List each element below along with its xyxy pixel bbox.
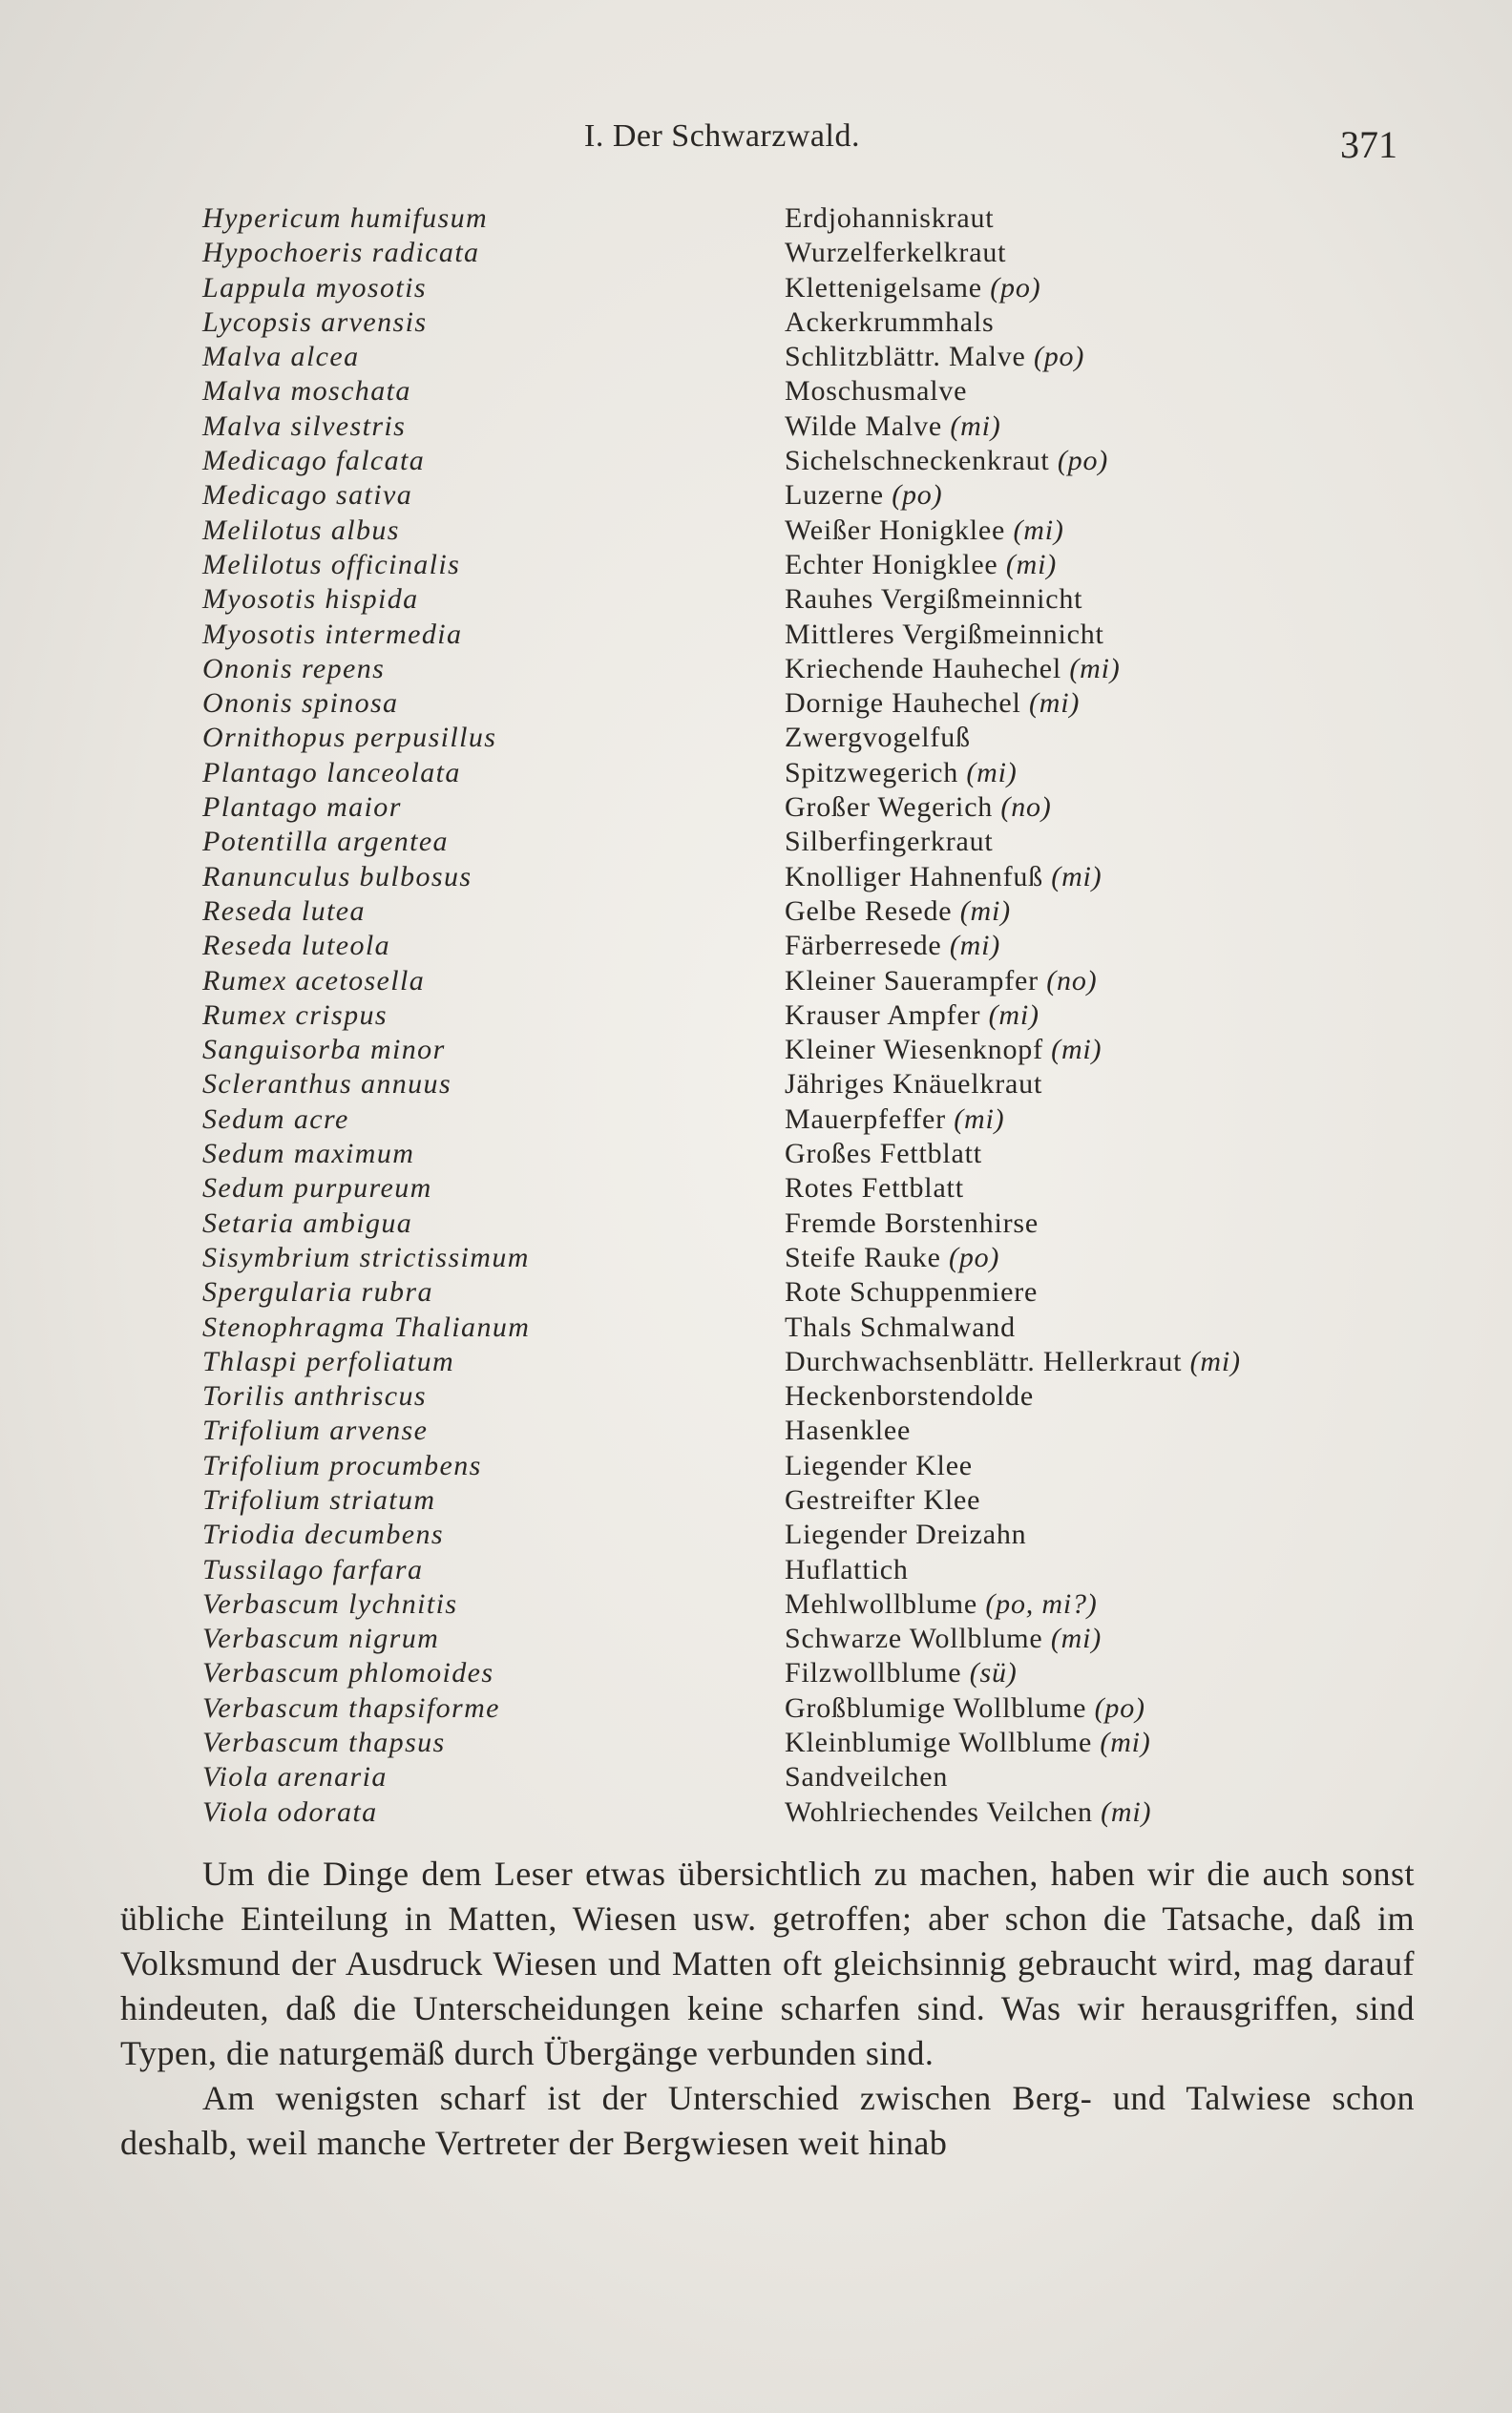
latin-name: Ornithopus perpusillus: [202, 722, 497, 754]
species-list: [202, 202, 1443, 1831]
common-name-cell: [785, 1415, 911, 1447]
latin-name: Ranunculus bulbosus: [202, 860, 472, 892]
species-row: [202, 619, 1443, 653]
common-name-cell: [785, 757, 1018, 789]
latin-name: Medicago sativa: [202, 479, 413, 512]
latin-name: Malva moschata: [202, 375, 411, 408]
page-number: 371: [1340, 123, 1397, 166]
common-name-cell: [785, 1692, 1145, 1725]
species-row: [202, 1068, 1443, 1102]
latin-name: Ononis repens: [202, 652, 386, 684]
species-row: [202, 1346, 1443, 1380]
body-text: [120, 1852, 1415, 2166]
paragraph: Am wenigsten scharf ist der Unterschied zwischen Berg- und Talwiese schon deshalb, weil manche Vertreter der Bergwiesen weit hinab: [120, 2079, 1415, 2162]
species-row: [202, 930, 1443, 964]
species-row: [202, 1311, 1443, 1346]
common-name: Dornige Hauhechel: [785, 687, 1021, 720]
latin-name: Verbascum phlomoides: [202, 1657, 494, 1689]
species-row: [202, 583, 1443, 618]
latin-name: Stenophragma Thalianum: [202, 1311, 531, 1343]
species-row: [202, 1034, 1443, 1068]
region-note: (mi): [1101, 1795, 1152, 1828]
common-name: Echter Honigklee: [785, 548, 998, 580]
common-name-cell: [785, 1484, 980, 1517]
common-name: Rotes Fettblatt: [785, 1172, 964, 1205]
common-name: Großes Fettblatt: [785, 1138, 982, 1170]
common-name: Großer Wegerich: [785, 791, 994, 824]
common-name-cell: [785, 1034, 1102, 1066]
common-name: Schwarze Wollblume: [785, 1623, 1043, 1655]
common-name: Erdjohanniskraut: [785, 202, 995, 234]
common-name-cell: [785, 1346, 1241, 1378]
latin-name: Hypochoeris radicata: [202, 237, 480, 269]
region-note: (po): [1057, 445, 1109, 477]
species-row: [202, 653, 1443, 687]
common-name: Zwergvogelfuß: [785, 722, 971, 754]
common-name-cell: [785, 1588, 1098, 1621]
latin-name: Reseda lutea: [202, 894, 366, 927]
common-name-cell: [785, 965, 1097, 997]
region-note: (po): [990, 271, 1041, 304]
region-note: (mi): [988, 998, 1040, 1031]
latin-name: Sedum acre: [202, 1102, 349, 1135]
region-note: (mi): [949, 930, 1001, 962]
species-row: [202, 1172, 1443, 1206]
latin-name: Hypericum humifusum: [202, 202, 489, 234]
species-row: [202, 341, 1443, 375]
common-name: Ackerkrummhals: [785, 305, 995, 338]
region-note: (mi): [1005, 548, 1058, 580]
species-row: [202, 445, 1443, 479]
region-note: (po): [1033, 341, 1085, 373]
region-note: (mi): [966, 756, 1018, 788]
latin-name: Sedum maximum: [202, 1138, 415, 1170]
common-name-cell: [785, 1519, 1026, 1551]
latin-name: Verbascum thapsiforme: [202, 1691, 500, 1724]
latin-name: Plantago maior: [202, 791, 402, 824]
page-header: [0, 113, 1512, 170]
region-note: (mi): [1069, 652, 1121, 684]
latin-name: Medicago falcata: [202, 445, 426, 477]
common-name: Kriechende Hauhechel: [785, 652, 1062, 684]
species-row: [202, 1519, 1443, 1553]
common-name-cell: [785, 1242, 999, 1274]
common-name-cell: [785, 375, 967, 408]
region-note: (mi): [1189, 1345, 1241, 1377]
species-row: [202, 479, 1443, 514]
latin-name: Tussilago farfara: [202, 1553, 424, 1585]
common-name-cell: [785, 1311, 1016, 1344]
latin-name: Rumex acetosella: [202, 964, 426, 997]
species-row: [202, 1761, 1443, 1795]
species-row: [202, 410, 1443, 445]
region-note: (mi): [959, 894, 1011, 927]
common-name: Sichelschneckenkraut: [785, 445, 1050, 477]
common-name: Thals Schmalwand: [785, 1311, 1016, 1343]
species-row: [202, 1657, 1443, 1691]
species-row: [202, 1554, 1443, 1588]
species-row: [202, 895, 1443, 930]
species-row: [202, 237, 1443, 271]
common-name: Gelbe Resede: [785, 894, 953, 927]
common-name-cell: [785, 1380, 1034, 1413]
species-row: [202, 272, 1443, 306]
common-name: Silberfingerkraut: [785, 826, 994, 858]
species-row: [202, 1796, 1443, 1831]
common-name-cell: [785, 549, 1057, 581]
common-name-cell: [785, 1068, 1042, 1101]
common-name: Liegender Klee: [785, 1449, 973, 1481]
latin-name: Myosotis hispida: [202, 583, 419, 616]
region-note: (no): [1046, 964, 1098, 997]
latin-name: Viola arenaria: [202, 1761, 388, 1794]
running-head: I. Der Schwarzwald.: [584, 118, 860, 154]
latin-name: Torilis anthriscus: [202, 1380, 427, 1413]
common-name-cell: [785, 410, 1001, 443]
species-row: [202, 757, 1443, 791]
common-name: Klettenigelsame: [785, 271, 982, 304]
region-note: (mi): [1051, 860, 1102, 892]
species-row: [202, 1727, 1443, 1761]
latin-name: Malva silvestris: [202, 409, 407, 442]
latin-name: Trifolium procumbens: [202, 1449, 482, 1481]
common-name: Huflattich: [785, 1553, 909, 1585]
common-name-cell: [785, 445, 1108, 477]
common-name-cell: [785, 306, 994, 339]
common-name: Schlitzblättr. Malve: [785, 341, 1026, 373]
common-name-cell: [785, 1450, 973, 1482]
common-name-cell: [785, 1623, 1102, 1655]
species-row: [202, 965, 1443, 999]
common-name: Wilde Malve: [785, 409, 943, 442]
region-note: (sü): [969, 1657, 1018, 1689]
latin-name: Myosotis intermedia: [202, 618, 463, 650]
latin-name: Triodia decumbens: [202, 1519, 444, 1551]
common-name-cell: [785, 341, 1084, 373]
species-row: [202, 1588, 1443, 1623]
latin-name: Verbascum thapsus: [202, 1727, 446, 1759]
latin-name: Rumex crispus: [202, 998, 388, 1031]
latin-name: Plantago lanceolata: [202, 756, 461, 788]
common-name: Moschusmalve: [785, 375, 968, 408]
common-name-cell: [785, 653, 1121, 685]
region-note: (mi): [1051, 1034, 1102, 1066]
species-row: [202, 1415, 1443, 1449]
common-name: Rauhes Vergißmeinnicht: [785, 583, 1083, 616]
common-name: Gestreifter Klee: [785, 1483, 981, 1516]
region-note: (mi): [1028, 687, 1081, 720]
region-note: (po, mi?): [985, 1587, 1098, 1620]
common-name: Großblumige Wollblume: [785, 1691, 1087, 1724]
common-name-cell: [785, 1796, 1151, 1829]
region-note: (mi): [1013, 514, 1064, 546]
common-name: Heckenborstendolde: [785, 1380, 1034, 1413]
species-row: [202, 514, 1443, 549]
common-name: Durchwachsenblättr. Hellerkraut: [785, 1345, 1183, 1377]
common-name-cell: [785, 479, 942, 512]
common-name-cell: [785, 1276, 1038, 1309]
latin-name: Trifolium arvense: [202, 1415, 429, 1447]
common-name: Färberresede: [785, 930, 942, 962]
common-name: Steife Rauke: [785, 1241, 941, 1273]
species-row: [202, 722, 1443, 756]
latin-name: Lappula myosotis: [202, 271, 427, 304]
common-name: Kleiner Sauerampfer: [785, 964, 1039, 997]
species-row: [202, 861, 1443, 895]
common-name-cell: [785, 1727, 1151, 1759]
common-name: Mittleres Vergißmeinnicht: [785, 618, 1104, 650]
latin-name: Sanguisorba minor: [202, 1034, 446, 1066]
common-name: Knolliger Hahnenfuß: [785, 860, 1043, 892]
common-name-cell: [785, 1761, 948, 1794]
species-row: [202, 306, 1443, 341]
common-name-cell: [785, 1657, 1018, 1689]
common-name: Kleinblumige Wollblume: [785, 1727, 1093, 1759]
latin-name: Viola odorata: [202, 1795, 378, 1828]
common-name: Kleiner Wiesenknopf: [785, 1034, 1043, 1066]
common-name-cell: [785, 1554, 909, 1586]
region-note: (mi): [950, 409, 1001, 442]
latin-name: Trifolium striatum: [202, 1483, 436, 1516]
region-note: (po): [1094, 1691, 1145, 1724]
common-name: Jähriges Knäuelkraut: [785, 1068, 1043, 1101]
region-note: (mi): [1100, 1727, 1151, 1759]
species-row: [202, 1103, 1443, 1138]
common-name-cell: [785, 272, 1040, 304]
latin-name: Malva alcea: [202, 341, 360, 373]
species-row: [202, 375, 1443, 409]
region-note: (po): [949, 1241, 1000, 1273]
region-note: (mi): [954, 1102, 1005, 1135]
common-name-cell: [785, 826, 994, 858]
common-name: Mehlwollblume: [785, 1587, 978, 1620]
species-row: [202, 1380, 1443, 1415]
latin-name: Verbascum nigrum: [202, 1623, 440, 1655]
common-name-cell: [785, 791, 1052, 824]
paragraph: Um die Dinge dem Leser etwas übersichtlich zu machen, haben wir die auch sonst übliche Einteilung in Matten, Wiesen usw. getroffen; aber schon die Tatsache, daß im Volksmund der Ausdruck Wiesen und Matten oft gleichsinnig gebraucht wird, mag darauf hindeuten, daß die Unterscheidungen keine scharfen sind. Was wir herausgriffen, sind Typen, die naturgemäß durch Übergänge verbunden sind.: [120, 1855, 1415, 2072]
common-name-cell: [785, 1172, 964, 1205]
common-name-cell: [785, 861, 1102, 893]
latin-name: Melilotus officinalis: [202, 548, 461, 580]
common-name: Fremde Borstenhirse: [785, 1206, 1039, 1239]
common-name: Filzwollblume: [785, 1657, 962, 1689]
common-name-cell: [785, 1138, 982, 1170]
region-note: (no): [1000, 791, 1052, 824]
species-row: [202, 202, 1443, 237]
common-name: Hasenklee: [785, 1415, 912, 1447]
common-name-cell: [785, 1103, 1004, 1136]
common-name-cell: [785, 930, 1000, 962]
common-name-cell: [785, 722, 971, 754]
species-row: [202, 687, 1443, 722]
common-name-cell: [785, 583, 1082, 616]
species-row: [202, 1484, 1443, 1519]
species-row: [202, 791, 1443, 826]
latin-name: Spergularia rubra: [202, 1276, 433, 1309]
common-name: Rote Schuppenmiere: [785, 1276, 1039, 1309]
latin-name: Sedum purpureum: [202, 1172, 432, 1205]
common-name: Spitzwegerich: [785, 756, 959, 788]
region-note: (po): [892, 479, 943, 512]
common-name-cell: [785, 237, 1006, 269]
latin-name: Sisymbrium strictissimum: [202, 1241, 530, 1273]
latin-name: Reseda luteola: [202, 930, 391, 962]
latin-name: Potentilla argentea: [202, 826, 449, 858]
common-name-cell: [785, 999, 1040, 1032]
common-name-cell: [785, 619, 1104, 651]
latin-name: Scleranthus annuus: [202, 1068, 452, 1101]
latin-name: Melilotus albus: [202, 514, 400, 546]
species-row: [202, 1450, 1443, 1484]
species-row: [202, 1623, 1443, 1657]
common-name-cell: [785, 202, 994, 235]
common-name: Wohlriechendes Veilchen: [785, 1795, 1093, 1828]
species-row: [202, 999, 1443, 1034]
common-name: Luzerne: [785, 479, 884, 512]
common-name: Mauerpfeffer: [785, 1102, 946, 1135]
species-row: [202, 1207, 1443, 1242]
species-row: [202, 1276, 1443, 1311]
latin-name: Ononis spinosa: [202, 687, 399, 720]
common-name: Wurzelferkelkraut: [785, 237, 1007, 269]
common-name: Weißer Honigklee: [785, 514, 1006, 546]
latin-name: Thlaspi perfoliatum: [202, 1345, 455, 1377]
species-row: [202, 1138, 1443, 1172]
latin-name: Setaria ambigua: [202, 1206, 413, 1239]
common-name-cell: [785, 687, 1080, 720]
region-note: (mi): [1050, 1623, 1102, 1655]
species-row: [202, 826, 1443, 860]
common-name-cell: [785, 514, 1064, 547]
common-name-cell: [785, 895, 1011, 928]
common-name-cell: [785, 1207, 1039, 1240]
common-name: Liegender Dreizahn: [785, 1519, 1027, 1551]
common-name: Sandveilchen: [785, 1761, 949, 1794]
species-row: [202, 1242, 1443, 1276]
common-name: Krauser Ampfer: [785, 998, 981, 1031]
species-row: [202, 549, 1443, 583]
species-row: [202, 1692, 1443, 1727]
latin-name: Lycopsis arvensis: [202, 305, 428, 338]
latin-name: Verbascum lychnitis: [202, 1587, 458, 1620]
